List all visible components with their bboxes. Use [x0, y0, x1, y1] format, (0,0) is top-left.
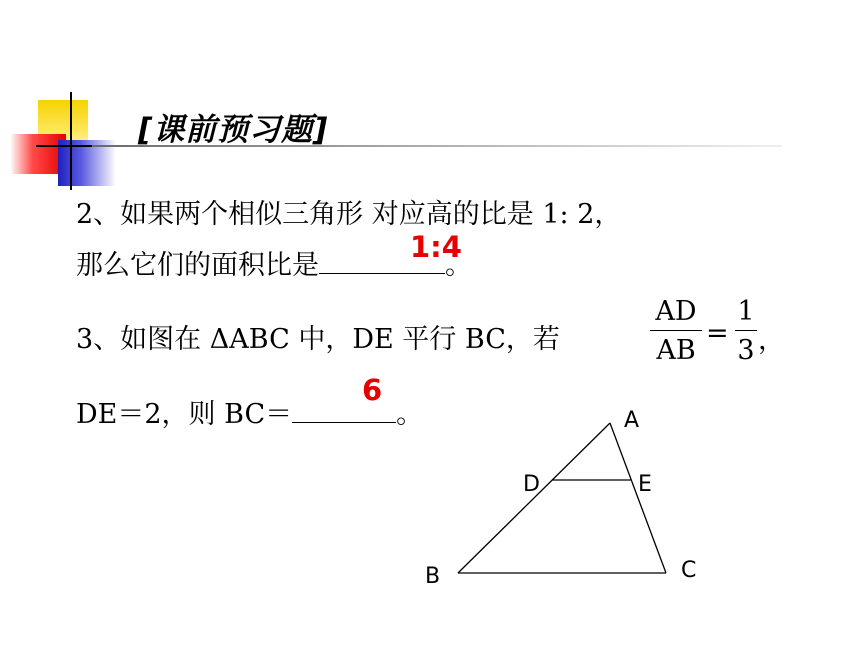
question2-line2-suffix: 。 — [445, 250, 472, 281]
question3-line1: 3、如图在 ΔABC 中，DE 平行 BC，若 — [76, 324, 560, 355]
question2-line2-prefix: 那么它们的面积比是 — [76, 250, 319, 281]
fraction-denominator: 3 — [737, 335, 755, 366]
fraction-ab: AB — [656, 335, 696, 366]
equals-sign: = — [706, 318, 729, 349]
vertex-label-c: C — [681, 558, 697, 583]
side-ac — [610, 423, 666, 573]
answer-2: 1:4 — [410, 230, 462, 264]
answer-3: 6 — [362, 373, 383, 407]
fraction-ad: AD — [655, 296, 697, 327]
slide-title: [课前预习题] — [138, 112, 329, 148]
vertex-label-e: E — [638, 472, 652, 497]
question3-line2-prefix: DE＝2，则 BC＝ — [76, 399, 293, 430]
vertex-label-b: B — [425, 564, 441, 589]
side-ab — [458, 423, 610, 573]
question3-line2-suffix: 。 — [396, 399, 424, 430]
vertex-label-a: A — [624, 408, 640, 433]
question2-line1: 2、如果两个相似三角形 对应高的比是 1: 2， — [76, 199, 622, 230]
fraction-numerator: 1 — [737, 296, 755, 327]
question3-line1-suffix: ， — [758, 325, 785, 356]
vertex-label-d: D — [523, 472, 540, 497]
